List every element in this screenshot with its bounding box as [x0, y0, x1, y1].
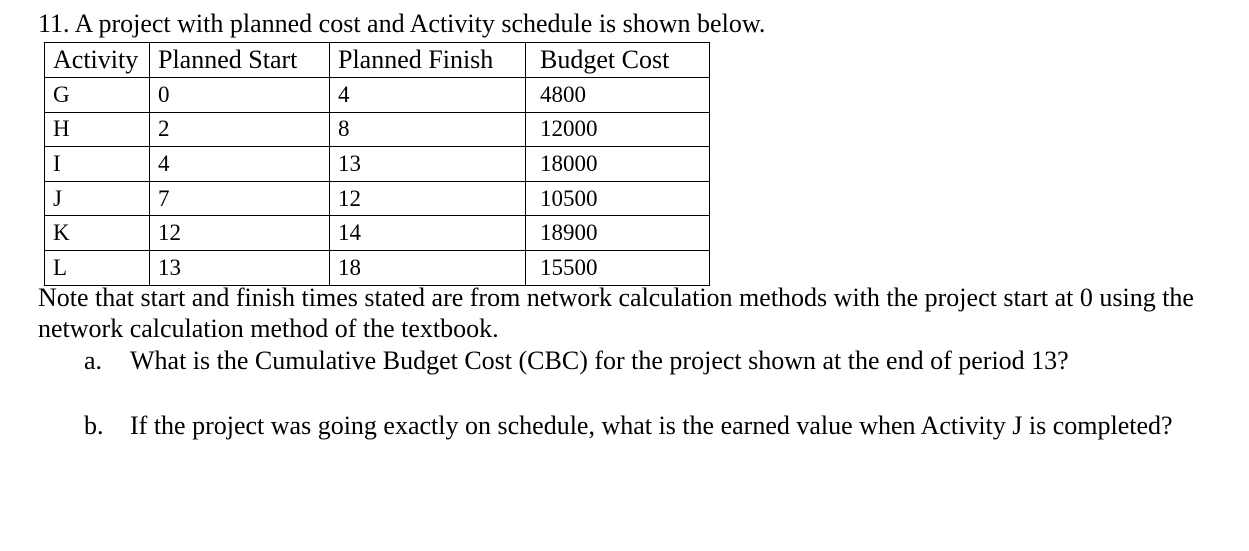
cell-activity: H	[45, 112, 150, 147]
table-row	[45, 147, 710, 182]
cell-planned-finish: 4	[330, 78, 526, 113]
cell-activity: G	[45, 78, 150, 113]
cell-planned-finish: 14	[330, 216, 526, 251]
subquestion-text: If the project was going exactly on schedule, what is the earned value when Activity J is completed?	[130, 411, 1173, 440]
cell-planned-start: 13	[150, 250, 330, 285]
subquestion-text: What is the Cumulative Budget Cost (CBC) for the project shown at the end of period 13?	[130, 346, 1069, 375]
cell-budget-cost: 10500	[526, 181, 710, 216]
cell-budget-cost: 18900	[526, 216, 710, 251]
cell-activity: L	[45, 250, 150, 285]
subquestion-letter: a.	[84, 346, 103, 375]
table-row	[45, 78, 710, 113]
table-row	[45, 112, 710, 147]
note-paragraph: Note that start and finish times stated are from network calculation methods with the project start at 0 using the network calculation method of the textbook.	[38, 283, 1194, 343]
header-activity: Activity	[45, 43, 150, 78]
cell-budget-cost: 18000	[526, 147, 710, 182]
header-planned-start: Planned Start	[150, 43, 330, 78]
cell-planned-start: 4	[150, 147, 330, 182]
cell-planned-finish: 18	[330, 250, 526, 285]
cell-budget-cost: 15500	[526, 250, 710, 285]
cell-planned-finish: 12	[330, 181, 526, 216]
cell-planned-start: 12	[150, 216, 330, 251]
question-title: 11. A project with planned cost and Activity schedule is shown below.	[38, 9, 766, 38]
cell-activity: J	[45, 181, 150, 216]
cell-budget-cost: 12000	[526, 112, 710, 147]
cell-planned-finish: 13	[330, 147, 526, 182]
activity-schedule-table	[44, 42, 710, 286]
subquestion-letter: b.	[84, 411, 104, 440]
cell-planned-finish: 8	[330, 112, 526, 147]
header-budget-cost: Budget Cost	[526, 43, 710, 78]
cell-planned-start: 2	[150, 112, 330, 147]
table-row	[45, 181, 710, 216]
cell-activity: K	[45, 216, 150, 251]
table-header-row	[45, 43, 710, 78]
table-row	[45, 216, 710, 251]
table-row	[45, 250, 710, 285]
cell-budget-cost: 4800	[526, 78, 710, 113]
header-planned-finish: Planned Finish	[330, 43, 526, 78]
cell-planned-start: 7	[150, 181, 330, 216]
cell-activity: I	[45, 147, 150, 182]
cell-planned-start: 0	[150, 78, 330, 113]
